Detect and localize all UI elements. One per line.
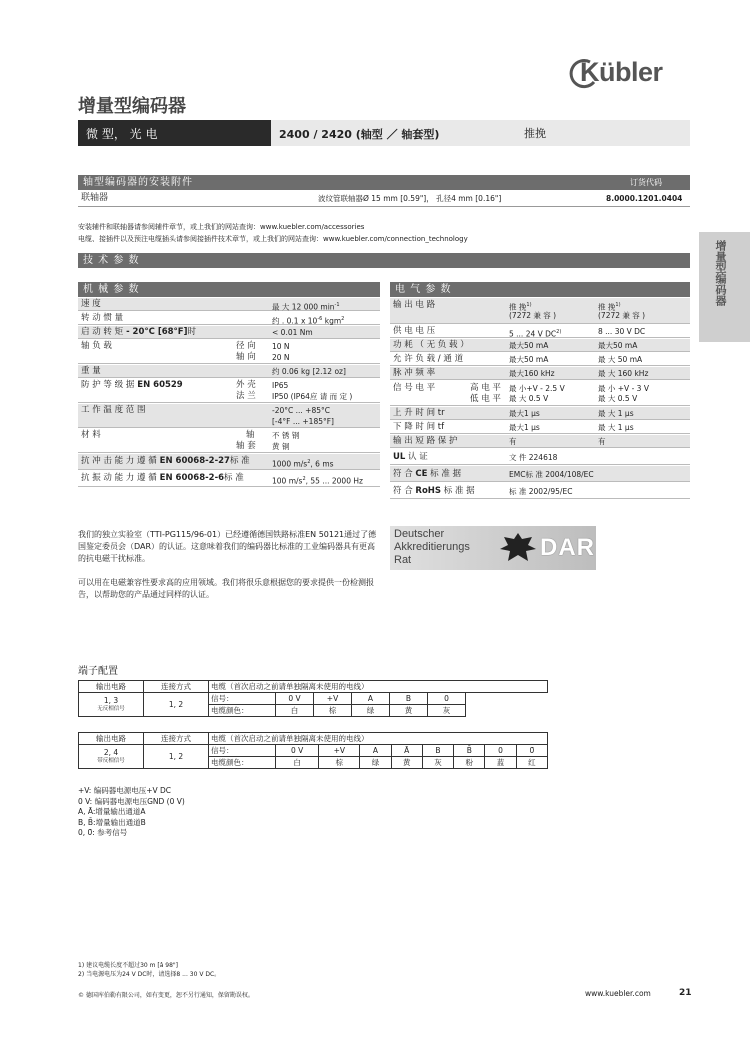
mech-row-shaft-load: [78, 340, 380, 364]
dar-mark: DAR: [540, 534, 595, 561]
value: EMC标 准 2004/108/EC: [509, 470, 594, 479]
lab-paragraph-2: 可以用在电磁兼容性要求高的应用领域。我们将很乐意根据您的要求提供一份检测报告，以帮助您的产品通过同样的认证。: [78, 578, 374, 599]
page-title: 增量型编码器: [78, 96, 186, 117]
signal-cell: B̄: [454, 745, 485, 757]
value-end: , 55 ... 2000 Hz: [305, 476, 363, 486]
signal-cell: A: [352, 693, 390, 705]
label: 供 电 电 压: [393, 326, 436, 336]
tech-params-header: 技 术 参 数: [78, 253, 690, 268]
value: 有: [598, 437, 606, 446]
dar-line-1: Deutscher: [394, 528, 445, 540]
elec-row-level: [390, 381, 690, 406]
accessory-note-2: 电缆、接插件以及预注电缆插头请参阅接插件技术章节，或上我们的网站查询：www.kuebler.com/connection_technology: [78, 235, 468, 243]
label: 抗 振 动 能 力 遵 循: [81, 473, 157, 483]
label: 工 作 温 度 范 围: [81, 405, 146, 415]
legend-item: 0 V: 编码器电源电压GND (0 V): [78, 796, 185, 806]
circuit-value: 1, 3: [103, 695, 119, 705]
value: 最 大 0.5 V: [598, 394, 638, 403]
mech-row-shock: [78, 454, 380, 470]
elec-table: [390, 282, 690, 507]
value: 最大1 µs: [509, 423, 540, 432]
accessory-row-desc: 波纹管联轴器Ø 15 mm [0.59"]， 孔径4 mm [0.16"]: [318, 194, 502, 203]
sub-label: 轴: [246, 430, 255, 440]
terminal-table-1: [78, 680, 548, 717]
elec-row-power: [390, 339, 690, 352]
mech-row-weight: [78, 365, 380, 378]
signal-cell: B: [390, 693, 428, 705]
color-cell: 灰: [422, 757, 453, 769]
label: 启 动 转 矩: [81, 327, 124, 337]
connection-value: 1, 2: [144, 745, 209, 769]
value: 10 N: [272, 342, 290, 351]
unit: kgm: [322, 316, 342, 326]
label: 速 度: [81, 299, 101, 309]
value: 最 大 0.5 V: [509, 394, 549, 403]
signal-cell: +V: [314, 693, 352, 705]
color-cell: 棕: [314, 705, 352, 717]
signal-cell: +V: [319, 745, 360, 757]
accessory-row-label: 联轴器: [81, 193, 109, 203]
footnote: 2) 当电源电压为24 V DC时，请选择8 ... 30 V DC。: [78, 971, 221, 978]
mech-header: 机 械 参 数: [78, 282, 380, 297]
color-cell: 黄: [391, 757, 422, 769]
value: 最 大 1 µs: [598, 409, 634, 418]
color-cell: 白: [276, 757, 319, 769]
value: 约 . 0.1 x 10: [272, 316, 318, 326]
signal-cell: A: [360, 745, 391, 757]
header-circuit: 输出电路: [79, 681, 144, 693]
value: 最大50 mA: [509, 341, 549, 350]
value: 最 小 +V - 3 V: [598, 384, 649, 393]
color-cell: 粉: [454, 757, 485, 769]
accessory-row-code: 8.0000.1201.0404: [606, 194, 683, 203]
signal-cell: 0 V: [276, 693, 314, 705]
label: 抗 冲 击 能 力 遵 循: [81, 456, 157, 466]
label: 允 许 负 载 / 通 道: [393, 354, 464, 364]
elec-row-freq: [390, 367, 690, 380]
label: 输 出 电 路: [393, 300, 436, 310]
company-logo: [566, 56, 690, 90]
accessory-section: [78, 175, 690, 243]
label-end: 标 准: [229, 456, 250, 466]
sub-label: 高 电 平: [470, 383, 501, 393]
label-end: 标 准 据: [427, 469, 462, 479]
subheader-left: 微 型， 光 电: [86, 127, 158, 141]
label-end: 标 准: [224, 473, 244, 483]
value: 最 大 160 kHz: [598, 369, 649, 378]
value: 黄 铜: [272, 442, 290, 451]
mech-row-vibration: [78, 471, 380, 487]
order-code-header: 订货代码: [630, 178, 662, 187]
accessory-header: [78, 175, 690, 190]
mech-row-temp: [78, 404, 380, 428]
sup: 2: [307, 459, 311, 465]
dar-logo: [390, 526, 596, 570]
elec-row-rohs: [390, 483, 690, 499]
subheader-middle: 2400 / 2420 (轴型 ／ 轴套型): [279, 128, 440, 141]
terminal-title: 端子配置: [78, 666, 118, 677]
legend-item: A, Ā:增量输出通道A: [78, 807, 146, 816]
label: 脉 冲 频 率: [393, 368, 436, 378]
mech-row-speed: [78, 298, 380, 311]
label: 信 号 电 平: [393, 383, 436, 393]
label: 功 耗 （ 无 负 载 ）: [393, 340, 469, 350]
circuit-value: 2, 4: [103, 747, 119, 757]
value: 推 挽: [598, 302, 616, 312]
elec-row-supply: [390, 325, 690, 338]
sup: 1): [526, 302, 532, 308]
mech-row-protection: [78, 379, 380, 403]
value: [-4°F ... +185°F]: [272, 417, 334, 426]
color-cell: 灰: [428, 705, 466, 717]
color-cell: 蓝: [485, 757, 516, 769]
label-bold: EN 60068-2-27: [156, 456, 230, 466]
accessory-row: [78, 190, 690, 207]
sup: 1): [615, 302, 621, 308]
label: 认 证: [405, 452, 428, 462]
label: 上 升 时 间 tr: [393, 408, 445, 418]
signal-label: 信号：: [209, 745, 276, 757]
header-circuit: 输出电路: [79, 733, 144, 745]
value: 文 件 224618: [509, 453, 558, 462]
sup: 2: [341, 316, 345, 322]
signal-cell: 0: [428, 693, 466, 705]
footnote: 1) 建议电缆长度不超过30 m [â 98"]: [78, 962, 179, 969]
sub-label: 法 兰: [236, 391, 256, 401]
mech-row-inertia: [78, 312, 380, 325]
value: < 0.01 Nm: [272, 328, 313, 337]
color-label: 电缆颜色：: [209, 757, 276, 769]
accessory-title: 轴型编码器的安装附件: [83, 177, 193, 188]
eagle-emblem-icon: [498, 529, 538, 567]
value: IP65: [272, 381, 289, 390]
dar-line-2: Akkreditierungs: [394, 541, 470, 553]
color-cell: 绿: [360, 757, 391, 769]
sup: 2: [302, 476, 306, 482]
label-bold: CE: [415, 469, 428, 479]
value: 推 挽: [509, 302, 527, 312]
signal-cell: 0̄: [516, 745, 547, 757]
page-number: 21: [679, 988, 692, 998]
label: 防 护 等 级 据: [81, 380, 135, 390]
legend-item: B, B̄:增量输出通道B: [78, 817, 146, 827]
color-cell: 棕: [319, 757, 360, 769]
sub-label: 外 壳: [236, 380, 256, 390]
value: 最大160 kHz: [509, 369, 555, 378]
circuit-sub: 无反相信号: [97, 705, 125, 712]
label: 下 降 时 间 tf: [393, 422, 445, 432]
label-bold: EN 60529: [134, 380, 183, 390]
elec-row-load: [390, 353, 690, 366]
label: 符 合: [393, 486, 416, 496]
dar-line-3: Rat: [394, 554, 412, 566]
value: -20°C ... +85°C: [272, 406, 330, 415]
color-cell: 黄: [390, 705, 428, 717]
elec-row-fall: [390, 421, 690, 434]
logo-text: Kübler: [580, 57, 663, 87]
label: 重 量: [81, 366, 101, 376]
label: 符 合: [393, 469, 416, 479]
mech-row-torque: [78, 326, 380, 339]
value: 最大50 mA: [598, 341, 638, 350]
value: 最大50 mA: [509, 355, 549, 364]
elec-row-short: [390, 435, 690, 448]
color-cell: 白: [276, 705, 314, 717]
color-label: 电缆颜色：: [209, 705, 276, 717]
value: 最 大 1 µs: [598, 423, 634, 432]
lab-paragraph-1: 我们的独立实验室（TTI-PG115/96-01）已经遵循德国铁路标准EN 50121通过了德国鉴定委员会（DAR）的认证。这意味着我们的编码器比标准的工业编码器具有更高的抗电磁干扰标准。: [78, 530, 377, 563]
sub-label: 径 向: [236, 341, 256, 351]
accessory-note-1: 安装辅件和联轴器请参阅辅件章节，或上我们的网站查询：www.kuebler.com/accessories: [78, 223, 365, 231]
signal-cell: 0 V: [276, 745, 319, 757]
label-end: 时: [187, 327, 197, 337]
header-connection: 连接方式: [144, 733, 209, 745]
label: 输 出 短 路 保 护: [393, 436, 458, 446]
value: 不 锈 钢: [272, 431, 300, 440]
header-cable: 电缆（首次启动之前请单独隔离未使用的电线）: [209, 681, 548, 693]
terminal-table-2: [78, 732, 548, 769]
subheader-bar: [78, 120, 690, 146]
signal-cell: 0: [485, 745, 516, 757]
elec-row-ce: [390, 466, 690, 482]
label-bold: RoHS: [415, 486, 442, 496]
elec-row-rise: [390, 407, 690, 420]
label-end: 标 准 据: [441, 486, 475, 496]
label: 转 动 惯 量: [81, 313, 124, 323]
circuit-sub: 带反相信号: [97, 757, 125, 764]
label: 材 料: [81, 430, 101, 440]
header-connection: 连接方式: [144, 681, 209, 693]
mech-row-material: [78, 429, 380, 453]
side-tab: [699, 232, 750, 342]
sup: -6: [317, 316, 323, 322]
value: 100 m/s: [272, 476, 303, 486]
label-bold: EN 60068-2-6: [156, 473, 225, 483]
sub-label: 轴 套: [236, 441, 256, 451]
value: 5 ... 24 V DC: [509, 329, 557, 339]
color-cell: 红: [516, 757, 547, 769]
signal-label: 信号：: [209, 693, 276, 705]
value-end: , 6 ms: [310, 459, 334, 469]
side-tab-label: 增量型编码器: [714, 240, 727, 306]
value: 标 准 2002/95/EC: [509, 487, 573, 496]
label-bold: - 20°C [68°F]: [123, 327, 188, 337]
legend-item: 0, 0̄: 参考信号: [78, 828, 128, 837]
sub-label: 低 电 平: [470, 394, 501, 404]
signal-cell: Ā: [391, 745, 422, 757]
value: 最大1 µs: [509, 409, 540, 418]
value: 最 小+V - 2.5 V: [509, 384, 565, 393]
connection-value: 1, 2: [144, 693, 209, 717]
header-cable: 电缆（首次启动之前请单独隔离未使用的电线）: [209, 733, 548, 745]
value: IP50 (IP64应 请 而 定 ): [272, 392, 353, 401]
value: 20 N: [272, 353, 290, 362]
sup: -1: [334, 302, 340, 308]
footer-copyright: © 德国库伯勒有限公司，如有变更，恕不另行通知，保留勘误权。: [78, 992, 254, 999]
value: 最 大 50 mA: [598, 355, 643, 364]
footer-url[interactable]: www.kuebler.com: [585, 989, 651, 998]
value: 有: [509, 437, 517, 446]
mech-table: [78, 282, 380, 498]
value: (7272 兼 容 ): [598, 311, 646, 320]
label-bold: UL: [393, 452, 406, 462]
legend-item: +V: 编码器电源电压+V DC: [78, 786, 172, 795]
value: (7272 兼 容 ): [509, 311, 557, 320]
value: 最 大 12 000 min: [272, 302, 335, 312]
signal-cell: B: [422, 745, 453, 757]
value: 1000 m/s: [272, 459, 308, 469]
sub-label: 轴 向: [236, 352, 256, 362]
value: 约 0.06 kg [2.12 oz]: [272, 367, 346, 376]
footnotes: [78, 961, 220, 979]
elec-header: 电 气 参 数: [390, 282, 690, 297]
color-cell: 绿: [352, 705, 390, 717]
elec-row-circuit: [390, 298, 690, 324]
value: 8 ... 30 V DC: [598, 327, 646, 336]
elec-row-ul: [390, 449, 690, 465]
sup: 2): [556, 329, 562, 335]
label: 轴 负 载: [81, 341, 112, 351]
subheader-right: 推挽: [524, 127, 546, 140]
signal-legend: [78, 786, 185, 839]
